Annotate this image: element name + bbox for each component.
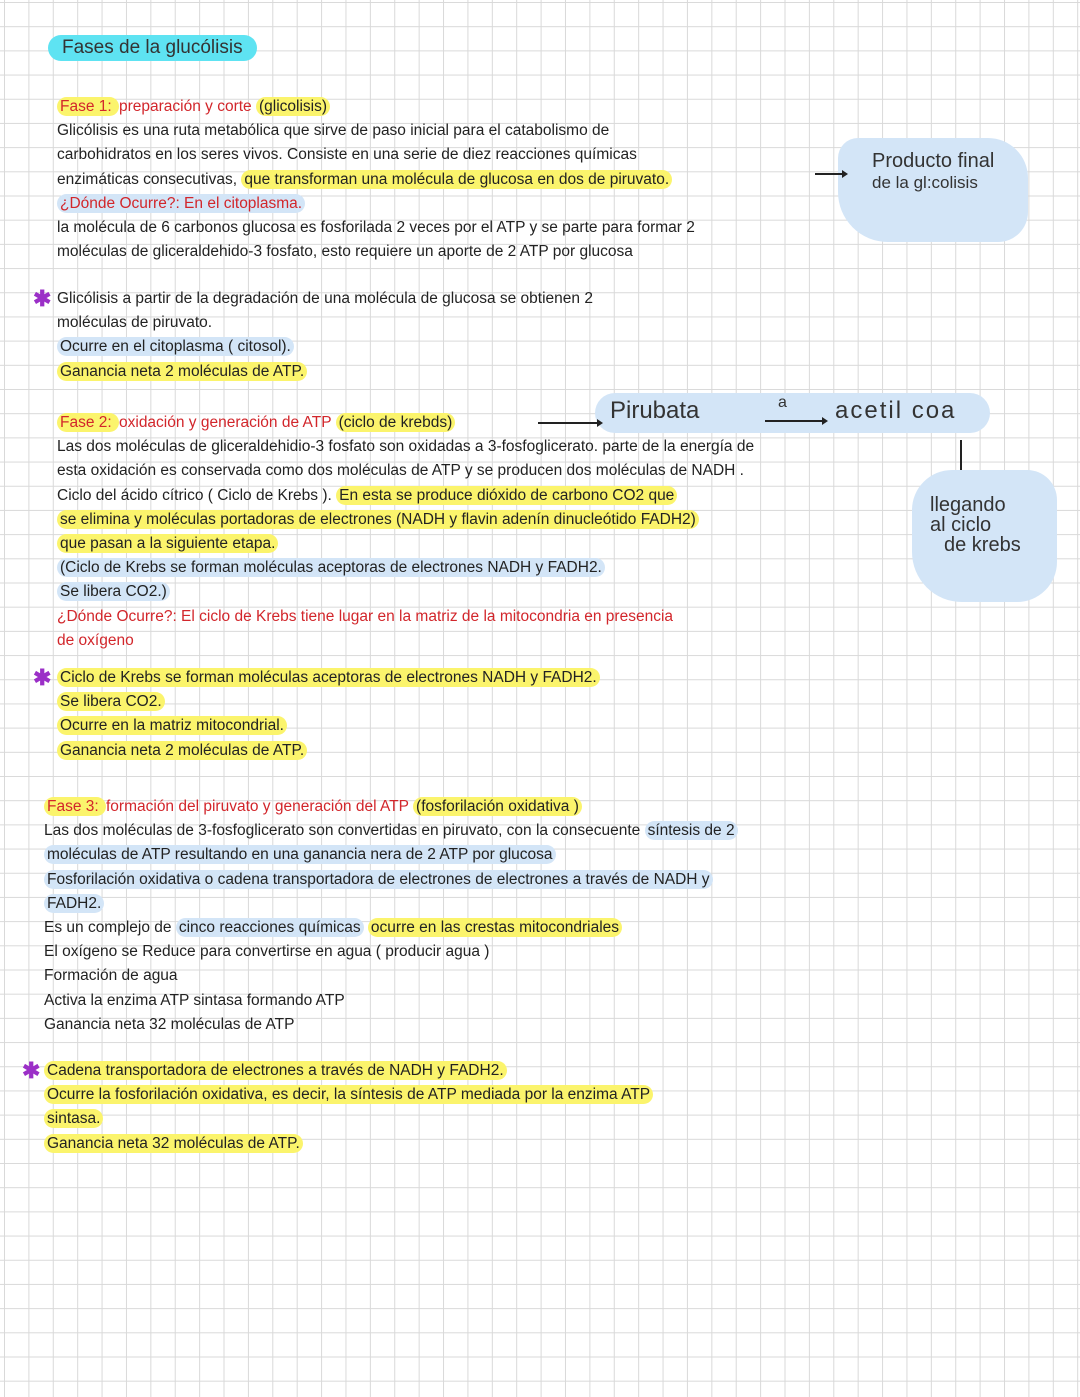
text-line [57,168,695,192]
highlighted-text: síntesis de 2 [645,821,738,840]
note-line: de la gl:colisis [872,173,978,192]
text-line [57,216,695,240]
highlighted-text: ¿Dónde Ocurre?: En el citoplasma. [57,194,305,213]
highlighted-text: se elimina y moléculas portadoras de electrones (NADH y flavin adenín dinucleótido FADH2) [57,510,699,529]
text-line [44,916,738,940]
text-segment: oxidación y generación de ATP [119,414,336,431]
asterisk-icon: ✱ [22,1058,41,1083]
text-line [57,435,754,459]
text-line [57,459,754,483]
text-segment: ¿Dónde Ocurre?: El ciclo de Krebs tiene lugar en la matriz de la mitocondria en presencia [57,607,674,625]
text-segment: Ciclo del ácido cítrico ( Ciclo de Krebs ). [57,486,337,504]
text-line [57,739,600,763]
highlighted-text: Fase 1: [57,97,119,116]
arrow-right-icon [538,422,600,424]
text-segment: Activa la enzima ATP sintasa formando ATP [44,991,345,1009]
text-segment: la molécula de 6 carbonos glucosa es fosforilada 2 veces por el ATP y se parte para formar 2 [57,218,695,236]
text-line [44,940,738,964]
text-segment: carbohidratos en los seres vivos. Consiste en una serie de diez reacciones químicas [57,146,637,164]
note-line: Producto final [872,150,995,172]
highlighted-text: Ganancia neta 2 moléculas de ATP. [57,741,307,760]
text-line [57,666,600,690]
text-line [57,240,695,264]
highlighted-text: FADH2. [44,894,104,913]
text-line [44,868,738,892]
text-line [57,714,600,738]
highlighted-text: (fosforilación oxidativa ) [413,797,582,816]
text-line [57,192,695,216]
text-line [44,795,738,819]
note-llegando [930,495,1021,555]
highlighted-text: moléculas de ATP resultando en una ganancia nera de 2 ATP por glucosa [44,845,556,864]
note-line: al ciclo [930,514,992,536]
text-segment: Glicólisis a partir de la degradación de una molécula de glucosa se obtienen 2 [57,290,593,307]
text-segment: esta oxidación es conservada como dos moléculas de ATP y se producen dos moléculas de NADH . [57,462,744,480]
fase-3-section [44,795,738,1037]
text-segment: Las dos moléculas de 3-fosfoglicerato son convertidas en piruvato, con la consecuente [44,822,645,840]
text-segment: enzimáticas consecutivas, [57,170,242,188]
highlighted-text: Fosforilación oxidativa o cadena transportadora de electrones de electrones a través de NADH y [44,870,713,889]
highlighted-text: Ganancia neta 32 moléculas de ATP. [44,1134,303,1153]
text-segment: preparación y corte [119,98,256,115]
text-line [57,556,754,580]
text-line [44,819,738,843]
note-a: a [778,394,787,411]
highlighted-text: (Ciclo de Krebs se forman moléculas aceptoras de electrones NADH y FADH2. [57,558,605,577]
highlighted-text: que pasan a la siguiente etapa. [57,534,278,553]
highlighted-text: Ocurre en la matriz mitocondrial. [57,716,287,735]
highlighted-text: Ocurre en el citoplasma ( citosol). [57,337,294,356]
resumen-3-section [44,1059,653,1156]
text-segment: moléculas de gliceraldehido-3 fosfato, esto requiere un aporte de 2 ATP por glucosa [57,243,633,261]
highlighted-text: En esta se produce dióxido de carbono CO2 que [336,486,677,505]
text-segment: El oxígeno se Reduce para convertirse en agua ( producir agua ) [44,943,490,961]
page-title: Fases de la glucólisis [48,35,257,61]
text-line [57,605,754,629]
text-line [57,484,754,508]
fase-1-section [57,95,695,264]
resumen-2-section [57,666,600,763]
text-line [44,1059,653,1083]
text-line [57,360,593,384]
text-line [44,892,738,916]
text-line [57,580,754,604]
arrow-right-icon [815,173,845,175]
text-line [44,1083,653,1107]
asterisk-icon: ✱ [33,286,52,311]
text-line [57,287,593,311]
highlighted-text: (glicolisis) [256,97,330,116]
arrow-right-icon [765,420,825,422]
highlighted-text: (ciclo de krebds) [336,413,456,432]
highlighted-text: Ciclo de Krebs se forman moléculas aceptoras de electrones NADH y FADH2. [57,668,600,687]
text-line [44,1013,738,1037]
text-segment: Formación de agua [44,967,178,985]
fase-2-section [57,411,754,653]
text-line [44,964,738,988]
highlighted-text: Fase 2: [57,413,119,432]
highlighted-text: ocurre en las crestas mitocondriales [368,918,622,937]
highlighted-text: Ganancia neta 2 moléculas de ATP. [57,362,307,381]
text-segment: de oxígeno [57,631,134,649]
text-line [57,690,600,714]
text-segment: Las dos moléculas de gliceraldehidio-3 fosfato son oxidadas a 3-fosfoglicerato. parte de la energía de [57,438,755,456]
text-segment: Glicólisis es una ruta metabólica que sirve de paso inicial para el catabolismo de [57,122,610,140]
highlighted-text: Se libera CO2.) [57,582,170,601]
highlighted-text: cinco reacciones químicas [176,918,364,937]
text-line [57,95,695,119]
text-segment: formación del piruvato y generación del ATP [106,798,414,815]
text-line [57,508,754,532]
highlighted-text: Fase 3: [44,797,106,816]
text-line [57,143,695,167]
text-line [44,989,738,1013]
highlighted-text: Ocurre la fosforilación oxidativa, es decir, la síntesis de ATP mediada por la enzima ATP [44,1085,653,1104]
text-line [44,843,738,867]
text-segment: moléculas de piruvato. [57,314,213,332]
text-line [57,629,754,653]
text-line [57,311,593,335]
note-pirubata: Pirubata [610,397,700,424]
resumen-1-section [57,287,593,384]
note-line: de krebs [944,534,1021,556]
text-line [44,1107,653,1131]
highlighted-text: Cadena transportadora de electrones a través de NADH y FADH2. [44,1061,507,1080]
highlighted-text: sintasa. [44,1109,103,1128]
asterisk-icon: ✱ [33,665,52,690]
text-segment: Ganancia neta 32 moléculas de ATP [44,1015,295,1033]
text-line [57,119,695,143]
text-line [57,335,593,359]
highlighted-text: Se libera CO2. [57,692,165,711]
text-line [44,1132,653,1156]
text-line [57,532,754,556]
note-acetil-coa: acetil coa [835,397,957,424]
text-segment: Es un complejo de [44,918,176,936]
highlighted-text: que transforman una molécula de glucosa en dos de piruvato. [241,170,672,189]
note-producto-final [872,150,994,194]
note-line: llegando [930,494,1006,516]
